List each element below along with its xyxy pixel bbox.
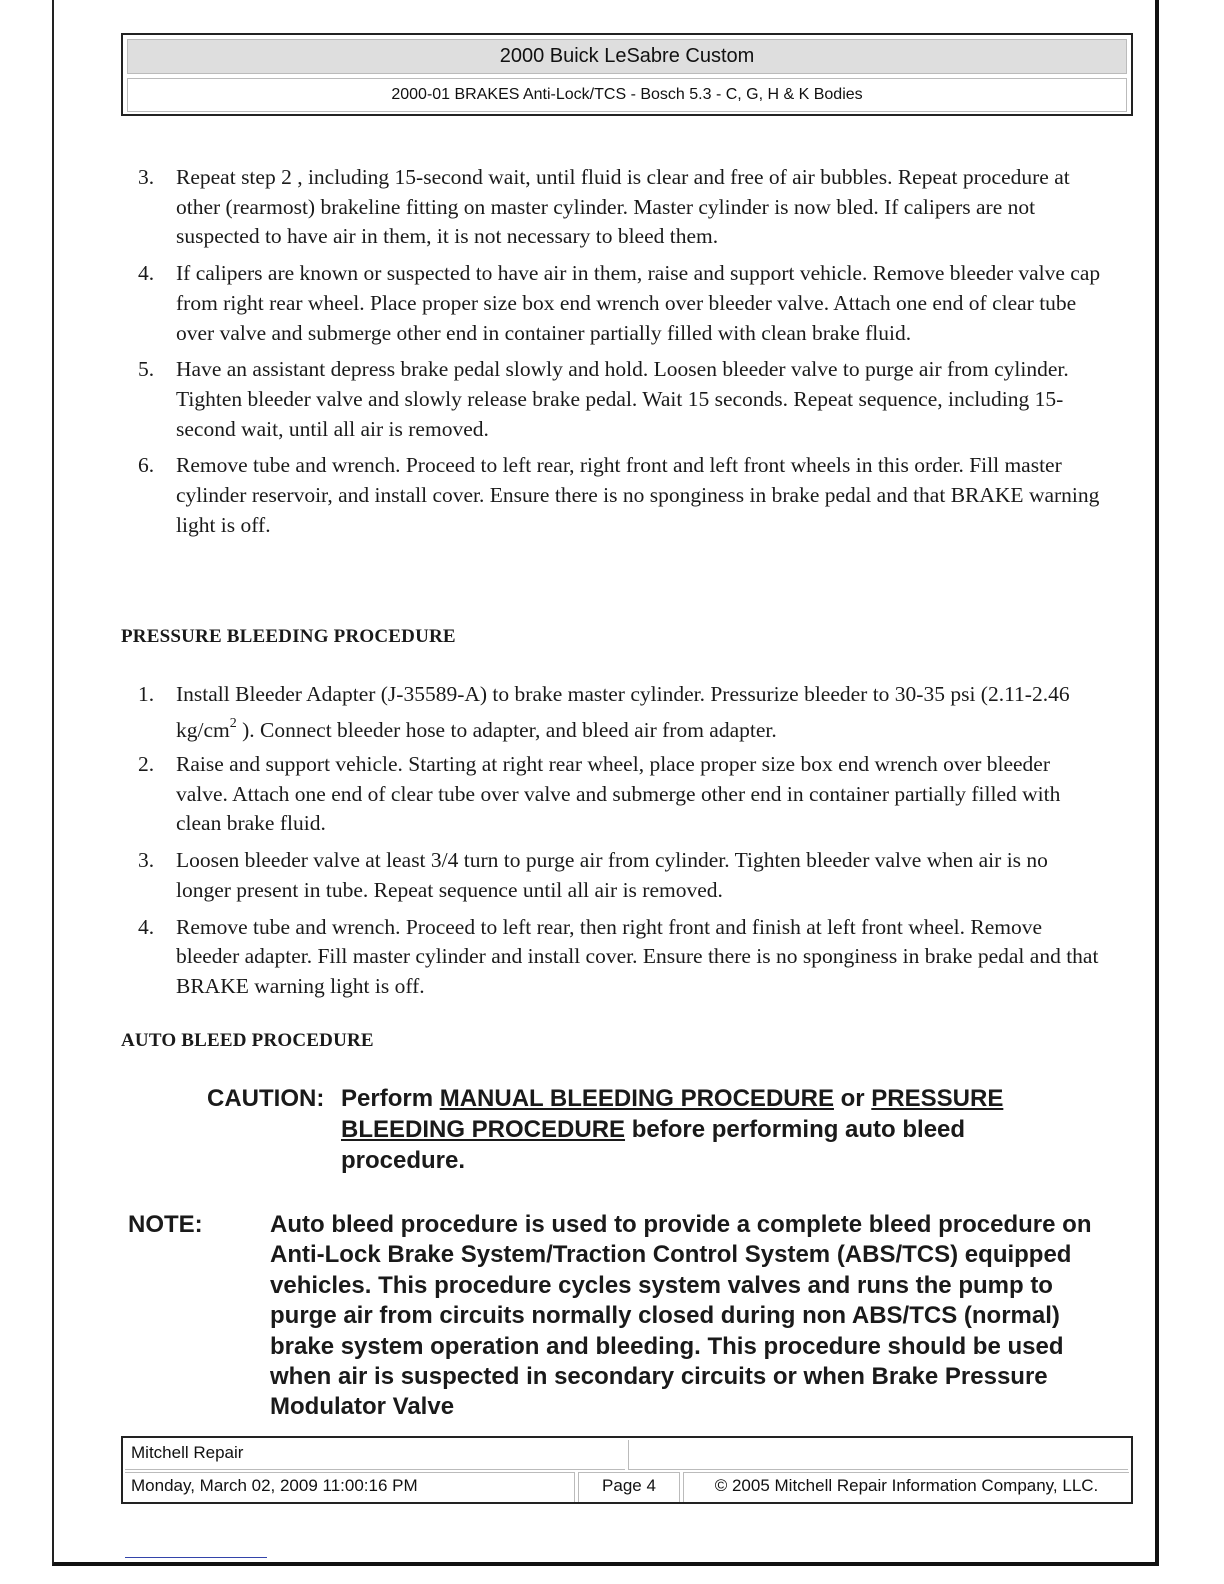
manual-bleeding-steps: [121, 163, 1101, 547]
document-header: [121, 33, 1133, 116]
caution-block: [207, 1083, 1087, 1176]
pressure-bleeding-steps: [121, 676, 1101, 1009]
list-item: 2. Raise and support vehicle. Starting at right rear wheel, place proper size box end wrench over bleeder valve. Attach one end of clear tube over valve and submerge other end in container partially filled with clean brake fluid.: [138, 752, 1061, 836]
list-item: 3. Repeat step 2 , including 15-second wait, until fluid is clear and free of air bubbles. Repeat procedure at other (rearmost) brakeline fitting on master cylinder. Master cylinder is now bled. If calipers are not suspected to have air in them, it is not necessary to bleed them.: [138, 165, 1070, 249]
caution-label: CAUTION:: [207, 1085, 325, 1112]
auto-bleed-heading: AUTO BLEED PROCEDURE: [121, 1030, 374, 1051]
footer-blank-cell: [628, 1440, 1128, 1470]
list-item: 1. Install Bleeder Adapter (J-35589-A) to brake master cylinder. Pressurize bleeder to 30-35 psi (2.11-2.46 $kg/cm^2$ ). Connect bleeder hose to adapter, and bleed air from adapter.: [138, 682, 1070, 742]
list-item: 4. Remove tube and wrench. Proceed to left rear, then right front and finish at left front wheel. Remove bleeder adapter. Fill master cylinder and install cover. Ensure there is no sponginess in brake pedal and that BRAKE warning light is off.: [138, 914, 1099, 998]
pressure-bleeding-link[interactable]: PRESSURE BLEEDING PROCEDURE: [341, 1085, 1004, 1143]
footer-company: Mitchell Repair: [125, 1440, 625, 1470]
document-title: 2000 Buick LeSabre Custom: [127, 39, 1127, 74]
note-text: Auto bleed procedure is used to provide a complete bleed procedure on Anti-Lock Brake System/Traction Control System (ABS/TCS) equipped vehicles. This procedure cycles system valves and runs the pump to purge air from circuits normally closed during non ABS/TCS (normal) brake system operation and bleeding. This procedure should be used when air is suspected in secondary circuits or when Brake Pressure Modulator Valve: [270, 1211, 1092, 1421]
manual-bleeding-link[interactable]: MANUAL BLEEDING PROCEDURE: [439, 1085, 834, 1112]
list-item: 6. Remove tube and wrench. Proceed to left rear, right front and left front wheels in this order. Fill master cylinder reservoir, and install cover. Ensure there is no sponginess in brake pedal and that BRAKE warning light is off.: [138, 453, 1100, 537]
list-item: 4. If calipers are known or suspected to have air in them, raise and support vehicle. Remove bleeder valve cap from right rear wheel. Place proper size box end wrench over bleeder valve. Attach one end of clear tube over valve and submerge other end in container partially filled with clean brake fluid.: [138, 261, 1101, 345]
list-item: 5. Have an assistant depress brake pedal slowly and hold. Loosen bleeder valve to purge air from cylinder. Tighten bleeder valve and slowly release brake pedal. Wait 15 seconds. Repeat sequence, including 15-second wait, until all air is removed.: [138, 357, 1069, 441]
footer-page-number: Page 4: [578, 1472, 680, 1502]
bottom-divider-line: [125, 1557, 267, 1558]
note-block: [128, 1210, 1108, 1423]
footer-copyright: © 2005 Mitchell Repair Information Company, LLC.: [683, 1472, 1129, 1502]
note-label: NOTE:: [128, 1211, 203, 1238]
pressure-bleeding-heading: PRESSURE BLEEDING PROCEDURE: [121, 626, 456, 647]
footer-date: Monday, March 02, 2009 11:00:16 PM: [125, 1472, 575, 1502]
list-item: 3. Loosen bleeder valve at least 3/4 turn to purge air from cylinder. Tighten bleeder valve when air is no longer present in tube. Repeat sequence until all air is removed.: [138, 848, 1048, 902]
caution-text: Perform MANUAL BLEEDING PROCEDURE or PRESSURE BLEEDING PROCEDURE before performing auto bleed procedure.: [341, 1085, 1004, 1174]
document-footer: [121, 1436, 1133, 1504]
document-subtitle: 2000-01 BRAKES Anti-Lock/TCS - Bosch 5.3 - C, G, H & K Bodies: [127, 78, 1127, 112]
